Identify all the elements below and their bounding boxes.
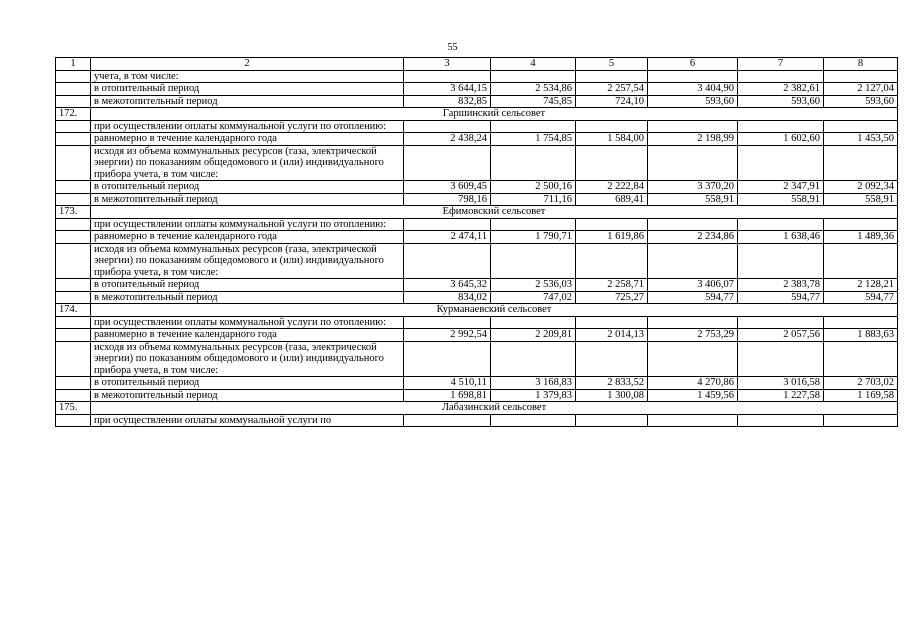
value-cell: 558,91 [824,193,898,206]
section-row [56,402,898,415]
row-number: 174. [56,304,91,317]
row-label: в межотопительный период [91,95,404,108]
table-row [56,181,898,194]
row-number [56,389,91,402]
value-cell [738,414,824,427]
row-label: при осуществлении оплаты коммунальной услуги по отоплению: [91,120,404,133]
value-cell: 1 169,58 [824,389,898,402]
value-cell: 1 379,83 [491,389,576,402]
value-cell [576,316,648,329]
value-cell: 3 609,45 [404,181,491,194]
value-cell: 3 370,20 [648,181,738,194]
value-cell [576,414,648,427]
value-cell [824,70,898,83]
value-cell [404,120,491,133]
value-cell: 2 014,13 [576,329,648,342]
row-number [56,341,91,377]
value-cell: 2 057,56 [738,329,824,342]
value-cell: 2 474,11 [404,231,491,244]
section-row [56,304,898,317]
value-cell: 2 438,24 [404,133,491,146]
value-cell: 2 703,02 [824,377,898,390]
row-number [56,414,91,427]
value-cell [404,414,491,427]
value-cell: 3 168,83 [491,377,576,390]
row-label: учета, в том числе: [91,70,404,83]
value-cell: 2 536,03 [491,279,576,292]
value-cell: 2 127,04 [824,83,898,96]
value-cell: 2 347,91 [738,181,824,194]
value-cell [491,341,576,377]
table-row [56,95,898,108]
value-cell [648,120,738,133]
row-label: равномерно в течение календарного года [91,329,404,342]
header-cell: 8 [824,58,898,71]
value-cell [824,341,898,377]
value-cell: 2 128,21 [824,279,898,292]
value-cell [404,243,491,279]
value-cell: 2 257,54 [576,83,648,96]
value-cell: 3 645,32 [404,279,491,292]
value-cell: 1 883,63 [824,329,898,342]
value-cell [576,243,648,279]
value-cell [576,70,648,83]
row-number [56,291,91,304]
table-row [56,291,898,304]
value-cell: 594,77 [738,291,824,304]
row-number: 175. [56,402,91,415]
value-cell: 2 234,86 [648,231,738,244]
value-cell [491,414,576,427]
row-label: исходя из объема коммунальных ресурсов (газа, электрической энергии) по показаниям общедомового и (или) индивидуального прибора учета, в том числе: [91,145,404,181]
header-cell: 1 [56,58,91,71]
value-cell: 1 584,00 [576,133,648,146]
value-cell [738,316,824,329]
value-cell [648,243,738,279]
row-label: исходя из объема коммунальных ресурсов (газа, электрической энергии) по показаниям общедомового и (или) индивидуального прибора учета, в том числе: [91,243,404,279]
value-cell [576,120,648,133]
value-cell: 2 992,54 [404,329,491,342]
value-cell: 3 404,90 [648,83,738,96]
header-cell: 3 [404,58,491,71]
section-title: Гаршинский сельсовет [91,108,898,121]
value-cell: 4 510,11 [404,377,491,390]
section-title: Лабазинский сельсовет [91,402,898,415]
table-row [56,414,898,427]
value-cell: 1 790,71 [491,231,576,244]
value-cell [491,120,576,133]
value-cell: 2 534,86 [491,83,576,96]
row-number [56,145,91,181]
table-row [56,218,898,231]
table-row [56,145,898,181]
value-cell: 1 754,85 [491,133,576,146]
value-cell [738,145,824,181]
value-cell: 2 258,71 [576,279,648,292]
row-number: 172. [56,108,91,121]
row-label: в отопительный период [91,83,404,96]
row-number [56,133,91,146]
value-cell [824,243,898,279]
row-number [56,181,91,194]
section-row [56,206,898,219]
header-cell: 6 [648,58,738,71]
value-cell [648,218,738,231]
value-cell [404,70,491,83]
value-cell: 832,85 [404,95,491,108]
page-number: 55 [447,42,458,53]
row-label: в отопительный период [91,377,404,390]
value-cell: 1 300,08 [576,389,648,402]
value-cell: 2 833,52 [576,377,648,390]
header-row [56,58,898,71]
value-cell [824,316,898,329]
value-cell: 745,85 [491,95,576,108]
row-label: в отопительный период [91,279,404,292]
value-cell: 2 500,16 [491,181,576,194]
value-cell: 594,77 [824,291,898,304]
table-row [56,120,898,133]
value-cell: 3 016,58 [738,377,824,390]
value-cell [648,145,738,181]
value-cell: 798,16 [404,193,491,206]
row-number [56,193,91,206]
value-cell [738,341,824,377]
value-cell [404,316,491,329]
row-number [56,231,91,244]
row-number [56,329,91,342]
row-number [56,377,91,390]
value-cell [576,218,648,231]
section-title: Ефимовский сельсовет [91,206,898,219]
value-cell [491,145,576,181]
header-cell: 2 [91,58,404,71]
value-cell [648,316,738,329]
value-cell: 834,02 [404,291,491,304]
row-number [56,243,91,279]
row-label: при осуществлении оплаты коммунальной услуги по отоплению: [91,316,404,329]
value-cell: 594,77 [648,291,738,304]
value-cell: 558,91 [738,193,824,206]
value-cell: 2 753,29 [648,329,738,342]
value-cell: 725,27 [576,291,648,304]
value-cell: 1 453,50 [824,133,898,146]
value-cell [824,145,898,181]
row-number [56,120,91,133]
value-cell [738,70,824,83]
header-cell: 4 [491,58,576,71]
row-number [56,279,91,292]
table-row [56,341,898,377]
row-label: в межотопительный период [91,291,404,304]
value-cell: 3 406,07 [648,279,738,292]
row-number [56,316,91,329]
header-cell: 5 [576,58,648,71]
value-cell: 2 383,78 [738,279,824,292]
value-cell [648,414,738,427]
value-cell [824,218,898,231]
value-cell: 1 698,81 [404,389,491,402]
row-label: в межотопительный период [91,389,404,402]
value-cell: 1 602,60 [738,133,824,146]
table-row [56,389,898,402]
value-cell [404,218,491,231]
value-cell: 2 209,81 [491,329,576,342]
value-cell [738,120,824,133]
table-row [56,243,898,279]
value-cell [576,341,648,377]
value-cell [491,70,576,83]
section-title: Курманаевский сельсовет [91,304,898,317]
value-cell: 1 638,46 [738,231,824,244]
value-cell [824,414,898,427]
row-label: в отопительный период [91,181,404,194]
value-cell: 593,60 [824,95,898,108]
table-row [56,231,898,244]
value-cell: 724,10 [576,95,648,108]
tariff-table [55,57,898,427]
value-cell: 689,41 [576,193,648,206]
row-number [56,70,91,83]
table-row [56,133,898,146]
value-cell: 1 489,36 [824,231,898,244]
value-cell: 558,91 [648,193,738,206]
row-label: равномерно в течение календарного года [91,231,404,244]
table-row [56,279,898,292]
value-cell [648,70,738,83]
table-row [56,70,898,83]
value-cell: 4 270,86 [648,377,738,390]
table-row [56,83,898,96]
value-cell [404,341,491,377]
value-cell: 1 227,58 [738,389,824,402]
value-cell [491,243,576,279]
value-cell: 747,02 [491,291,576,304]
row-number: 173. [56,206,91,219]
value-cell [738,243,824,279]
row-label: при осуществлении оплаты коммунальной услуги по [91,414,404,427]
value-cell: 2 222,84 [576,181,648,194]
value-cell: 593,60 [648,95,738,108]
table-row [56,377,898,390]
value-cell [491,316,576,329]
value-cell: 1 459,56 [648,389,738,402]
header-cell: 7 [738,58,824,71]
section-row [56,108,898,121]
row-number [56,95,91,108]
value-cell [738,218,824,231]
value-cell [648,341,738,377]
table-row [56,316,898,329]
table-row [56,329,898,342]
table-body [56,58,898,427]
value-cell [491,218,576,231]
value-cell: 593,60 [738,95,824,108]
row-label: исходя из объема коммунальных ресурсов (газа, электрической энергии) по показаниям общедомового и (или) индивидуального прибора учета, в том числе: [91,341,404,377]
row-label: в межотопительный период [91,193,404,206]
row-number [56,218,91,231]
value-cell: 3 644,15 [404,83,491,96]
value-cell [404,145,491,181]
row-label: равномерно в течение календарного года [91,133,404,146]
table-row [56,193,898,206]
value-cell [824,120,898,133]
row-label: при осуществлении оплаты коммунальной услуги по отоплению: [91,218,404,231]
value-cell [576,145,648,181]
value-cell: 711,16 [491,193,576,206]
value-cell: 2 198,99 [648,133,738,146]
value-cell: 2 382,61 [738,83,824,96]
value-cell: 2 092,34 [824,181,898,194]
value-cell: 1 619,86 [576,231,648,244]
row-number [56,83,91,96]
